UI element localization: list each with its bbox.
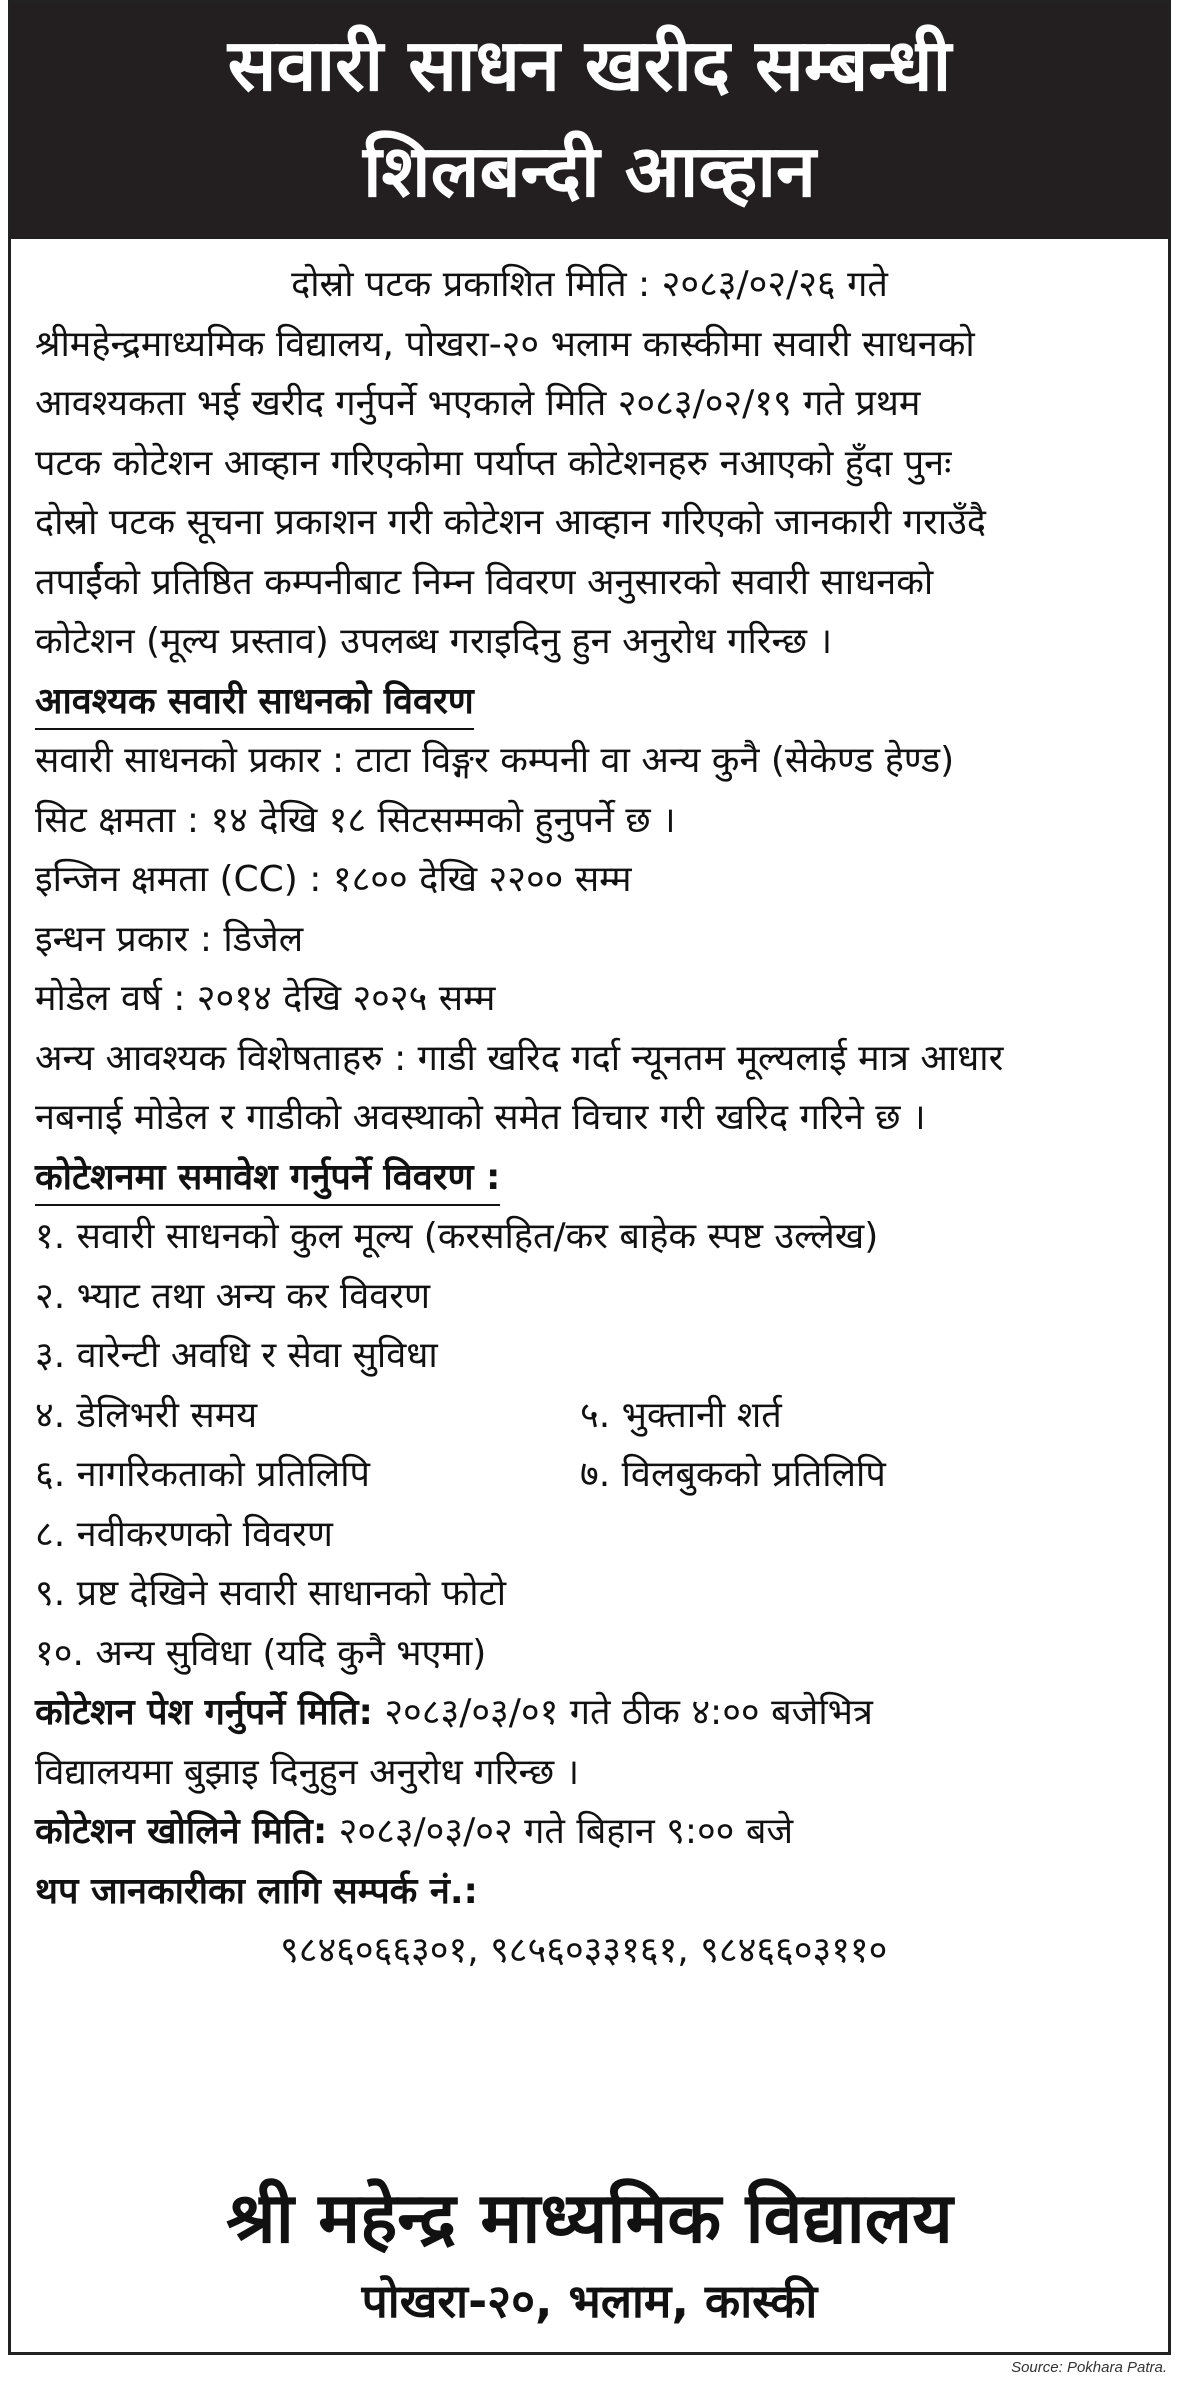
quotation-item: ६. नागरिकताको प्रतिलिपि — [35, 1454, 370, 1495]
quotation-item: १०. अन्य सुविधा (यदि कुनै भएमा) — [35, 1632, 487, 1674]
vehicle-spec-line: सवारी साधनको प्रकार : टाटा विङ्गर कम्पनी वा अन्य कुनै (सेकेण्ड हेण्ड) — [35, 740, 955, 781]
quotation-item: १. सवारी साधनको कुल मूल्य (करसहित/कर बाहेक स्पष्ट उल्लेख) — [35, 1216, 879, 1257]
notice-body — [35, 255, 1144, 1981]
quotation-item: २. भ्याट तथा अन्य कर विवरण — [35, 1275, 431, 1317]
vehicle-spec-line: इन्धन प्रकार : डिजेल — [35, 918, 304, 960]
notice-header — [11, 3, 1168, 239]
contact-numbers: ९८४६०६६३०१, ९८५६०३३१६१, ९८४६६०३११० — [280, 1930, 888, 1971]
opening-date — [35, 1802, 1144, 1862]
source-credit: Source: Pokhara Patra. — [1011, 2359, 1167, 2376]
vehicle-section-heading: आवश्यक सवारी साधनको विवरण — [35, 676, 474, 730]
submission-value: २०८३/०३/०१ गते ठीक ४:०० बजेभित्र — [372, 1692, 873, 1733]
quotation-item: ३. वारेन्टी अवधि र सेवा सुविधा — [35, 1335, 438, 1376]
intro-line: श्रीमहेन्द्रमाध्यमिक विद्यालय, पोखरा-२० भलाम कास्कीमा सवारी साधनको — [35, 323, 975, 365]
school-name: श्री महेन्द्र माध्यमिक विद्यालय — [226, 2177, 953, 2259]
contact-row — [35, 1862, 1144, 1922]
intro-line: कोटेशन (मूल्य प्रस्ताव) उपलब्ध गराइदिनु हुन अनुरोध गरिन्छ । — [35, 621, 833, 662]
quotation-item-pair — [35, 1386, 1144, 1446]
quotation-section-heading-row — [35, 1148, 1144, 1208]
submission-date — [35, 1683, 1144, 1743]
vehicle-spec-line: मोडेल वर्ष : २०१४ देखि २०२५ सम्म — [35, 978, 496, 1019]
intro-line: पटक कोटेशन आव्हान गरिएकोमा पर्याप्त कोटेशनहरु नआएको हुँदा पुनः — [35, 442, 952, 484]
vehicle-spec-line: सिट क्षमता : १४ देखि १८ सिटसम्मको हुनुपर्ने छ । — [35, 799, 676, 841]
school-address: पोखरा-२०, भलाम, कास्की — [361, 2274, 818, 2328]
quotation-section-heading: कोटेशनमा समावेश गर्नुपर्ने विवरण : — [35, 1152, 500, 1206]
intro-line: दोस्रो पटक सूचना प्रकाशन गरी कोटेशन आव्हान गरिएको जानकारी गराउँदै — [35, 502, 987, 543]
submission-note: विद्यालयमा बुझाइ दिनुहुन अनुरोध गरिन्छ । — [35, 1751, 580, 1793]
quotation-item-pair — [35, 1445, 1144, 1505]
vehicle-spec-line: अन्य आवश्यक विशेषताहरु : गाडी खरिद गर्दा न्यूनतम मूल्यलाई मात्र आधार — [35, 1037, 1004, 1079]
vehicle-spec-line: नबनाई मोडेल र गाडीको अवस्थाको समेत विचार गरी खरिद गरिने छ । — [35, 1097, 926, 1138]
notice-frame — [8, 0, 1171, 2355]
notice-title-line-1: सवारी साधन खरीद सम्बन्धी — [227, 23, 952, 107]
quotation-item: ९. प्रष्ट देखिने सवारी साधानको फोटो — [35, 1573, 507, 1614]
opening-label: कोटेशन खोलिने मिति: — [35, 1811, 328, 1852]
quotation-item: ८. नवीकरणको विवरण — [35, 1513, 333, 1555]
submission-label: कोटेशन पेश गर्नुपर्ने मिति: — [35, 1692, 373, 1733]
vehicle-section-heading-row — [35, 672, 1144, 732]
quotation-item: ४. डेलिभरी समय — [35, 1394, 258, 1436]
contact-label: थप जानकारीका लागि सम्पर्क नं.: — [35, 1870, 478, 1912]
publish-date: दोस्रो पटक प्रकाशित मिति : २०८३/०२/२६ गते — [291, 264, 888, 305]
quotation-item: ५. भुक्तानी शर्त — [580, 1394, 782, 1436]
opening-value: २०८३/०३/०२ गते बिहान ९:०० बजे — [327, 1811, 794, 1852]
quotation-item: ७. विलबुकको प्रतिलिपि — [580, 1454, 886, 1495]
notice-title-line-2: शिलबन्दी आव्हान — [363, 129, 816, 213]
vehicle-spec-line: इन्जिन क्षमता (CC) : १८०० देखि २२०० सम्म — [35, 859, 632, 900]
intro-line: तपाईंको प्रतिष्ठित कम्पनीबाट निम्न विवरण अनुसारको सवारी साधनको — [35, 561, 934, 603]
intro-line: आवश्यकता भई खरीद गर्नुपर्ने भएकाले मिति २०८३/०२/१९ गते प्रथम — [35, 383, 921, 424]
